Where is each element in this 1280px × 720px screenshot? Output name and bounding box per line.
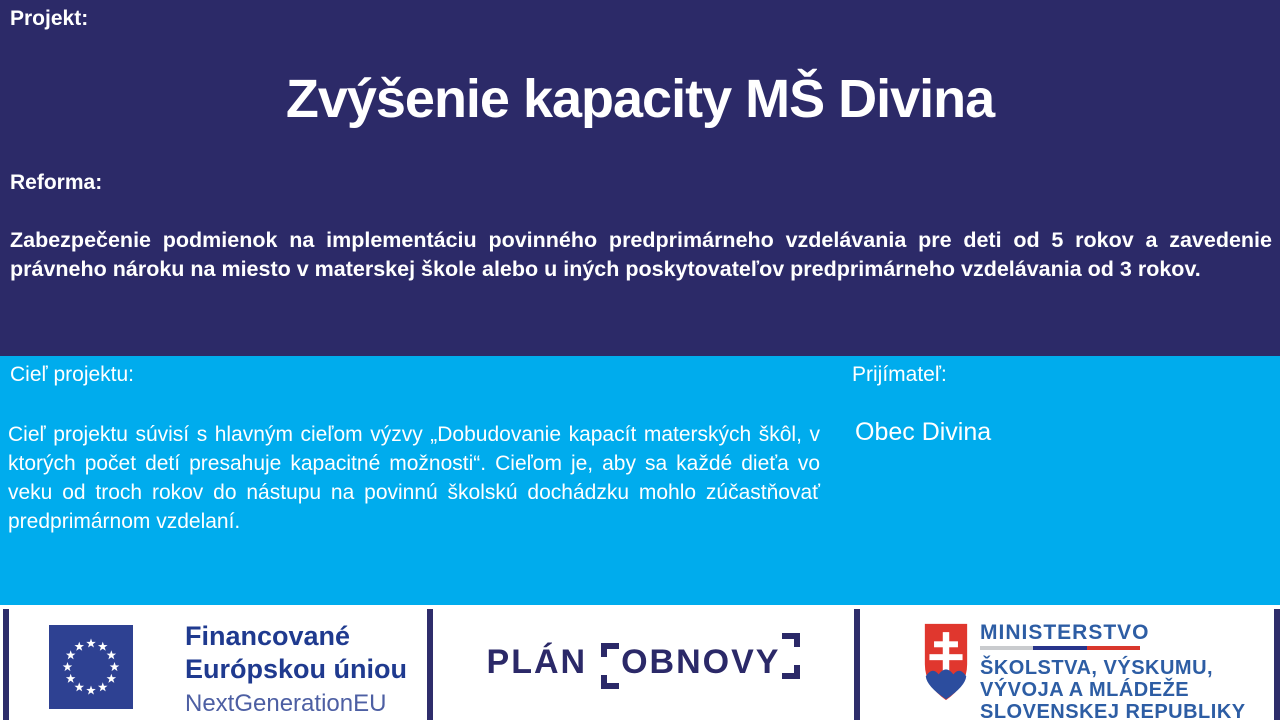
obnovy-word: OBNOVY bbox=[621, 643, 781, 681]
divider-bar bbox=[3, 609, 9, 720]
plan-bracket-right-icon bbox=[783, 633, 800, 679]
plan-bracket-left-icon bbox=[601, 643, 618, 689]
ministry-name: MINISTERSTVO bbox=[980, 621, 1150, 644]
reform-text: Zabezpečenie podmienok na implementáciu povinného predprimárneho vzdelávania pre deti od 5 rokov a zavedenie právneho nároku na miesto v materskej škole alebo u iných poskytovateľov predprimárneho vzdelávania od 3 rokov. bbox=[10, 228, 1272, 281]
project-goal-section bbox=[0, 356, 1280, 605]
eu-funding-line1: Financované bbox=[185, 621, 351, 651]
underline-red-segment bbox=[1087, 646, 1140, 650]
underline-blue-segment bbox=[1033, 646, 1086, 650]
divider-bar bbox=[1274, 609, 1280, 720]
ministry-text-block bbox=[980, 621, 1246, 720]
recipient-label: Prijímateľ: bbox=[852, 363, 947, 386]
ministry-line2: ŠKOLSTVA, VÝSKUMU, bbox=[980, 657, 1214, 679]
eu-funding-text bbox=[185, 620, 407, 718]
eu-flag-icon bbox=[48, 625, 134, 714]
nextgenerationeu-label: NextGenerationEU bbox=[185, 690, 387, 717]
plan-word: PLÁN bbox=[486, 643, 588, 681]
ministry-line3: VÝVOJA A MLÁDEŽE bbox=[980, 679, 1190, 701]
eu-funding-line2: Európskou úniou bbox=[185, 654, 407, 684]
slovak-coat-of-arms-icon bbox=[923, 622, 969, 707]
plan-obnovy-logo bbox=[433, 605, 854, 720]
goal-label: Cieľ projektu: bbox=[10, 363, 135, 386]
page-title: Zvýšenie kapacity MŠ Divina bbox=[285, 69, 995, 129]
project-label: Projekt: bbox=[10, 7, 89, 30]
logo-strip bbox=[0, 605, 1280, 720]
goal-text: Cieľ projektu súvisí s hlavným cieľom výzvy „Dobudovanie kapacít materských škôl, v ktorých počet detí presahuje kapacitné možnosti“. Cieľom je, aby sa každé dieťa vo veku od troch rokov do nástupu na povinnú školskú dochádzku mohlo zúčastňovať predprimárnom vzdelaní. bbox=[8, 423, 820, 533]
underline-gray-segment bbox=[980, 646, 1033, 650]
divider-bar bbox=[854, 609, 860, 720]
reform-label: Reforma: bbox=[10, 171, 103, 194]
ministry-line4: SLOVENSKEJ REPUBLIKY bbox=[980, 701, 1246, 720]
project-header-section bbox=[0, 0, 1280, 356]
recipient-value: Obec Divina bbox=[855, 418, 992, 446]
ministry-tricolor-underline bbox=[980, 646, 1140, 650]
